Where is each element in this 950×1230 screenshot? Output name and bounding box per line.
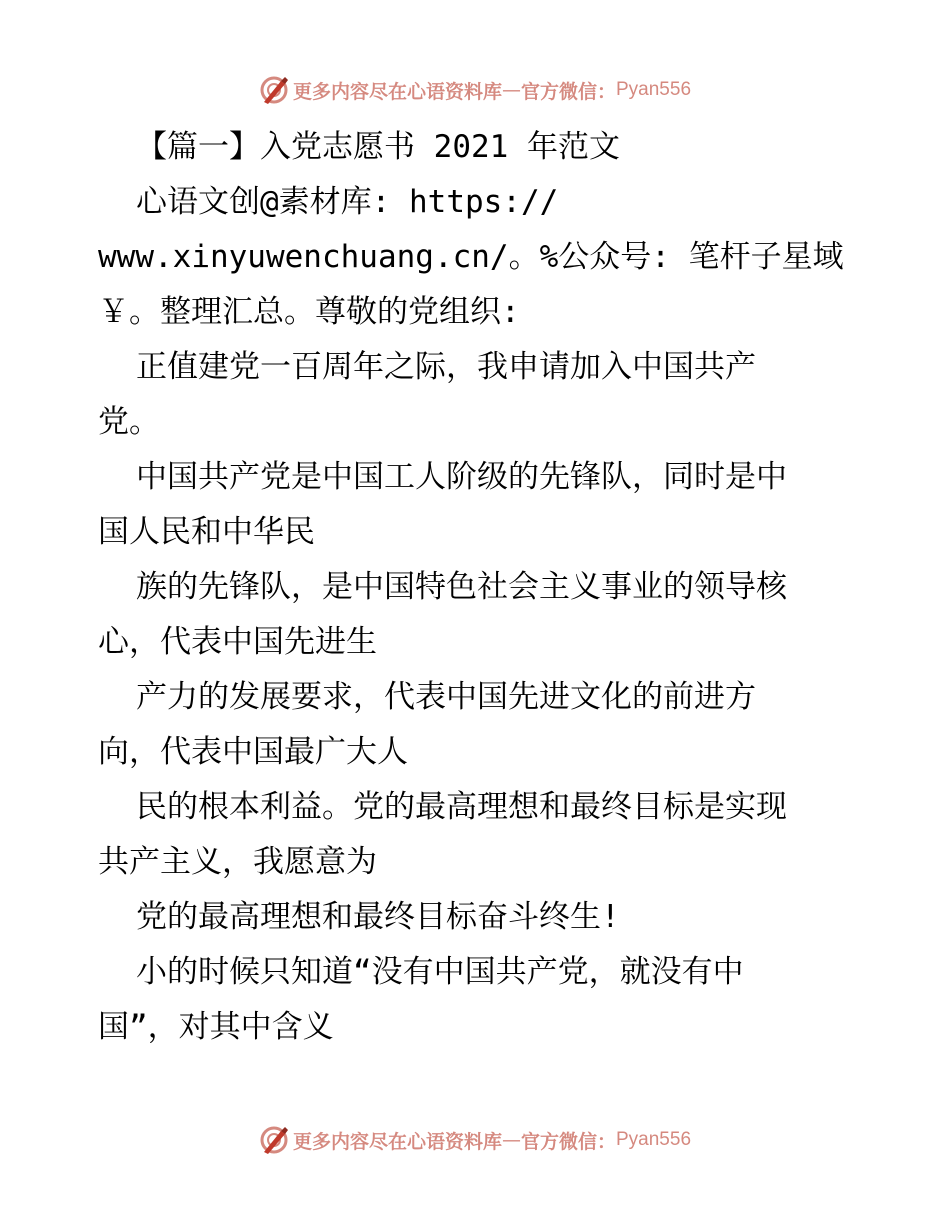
text-line: 心，代表中国先进生 xyxy=(98,624,377,660)
text-line: 国”，对其中含义 xyxy=(98,1009,334,1045)
header-wechat-label: 官方微信： xyxy=(520,80,616,103)
text-line: ￥。整理汇总。尊敬的党组织: xyxy=(98,294,520,330)
header-banner xyxy=(0,70,950,110)
text-line: 党。 xyxy=(98,404,160,440)
text-line: 共产主义，我愿意为 xyxy=(98,844,377,880)
text-line: 族的先锋队，是中国特色社会主义事业的领导核 xyxy=(136,569,787,605)
document-body xyxy=(98,120,858,1055)
text-line: 心语文创@素材库: https:// xyxy=(136,184,559,220)
footer-banner-separator: — xyxy=(501,1129,521,1151)
text-line: 民的根本利益。党的最高理想和最终目标是实现 xyxy=(136,789,787,825)
text-line: 党的最高理想和最终目标奋斗终生! xyxy=(136,899,620,935)
text-line: 国人民和中华民 xyxy=(98,514,315,550)
pen-logo-icon xyxy=(259,75,289,105)
text-line: 小的时候只知道“没有中国共产党，就没有中 xyxy=(136,954,744,990)
text-line: 中国共产党是中国工人阶级的先锋队，同时是中 xyxy=(136,459,787,495)
text-line: 向，代表中国最广大人 xyxy=(98,734,408,770)
footer-banner xyxy=(0,1120,950,1160)
footer-wechat-label: 官方微信： xyxy=(520,1130,616,1153)
text-line: 正值建党一百周年之际，我申请加入中国共产 xyxy=(136,349,756,385)
pen-logo-icon xyxy=(259,1125,289,1155)
header-wechat-id: Pyan556 xyxy=(616,79,692,100)
text-line: www.xinyuwenchuang.cn/。%公众号: 笔杆子星域 xyxy=(98,239,844,275)
text-line: 产力的发展要求，代表中国先进文化的前进方 xyxy=(136,679,756,715)
footer-wechat-id: Pyan556 xyxy=(616,1129,692,1150)
header-banner-separator: — xyxy=(501,79,521,101)
footer-banner-text: 更多内容尽在心语资料库 xyxy=(292,1130,502,1153)
title-line: 【篇一】入党志愿书 2021 年范文 xyxy=(136,129,620,165)
header-banner-text: 更多内容尽在心语资料库 xyxy=(292,80,502,103)
